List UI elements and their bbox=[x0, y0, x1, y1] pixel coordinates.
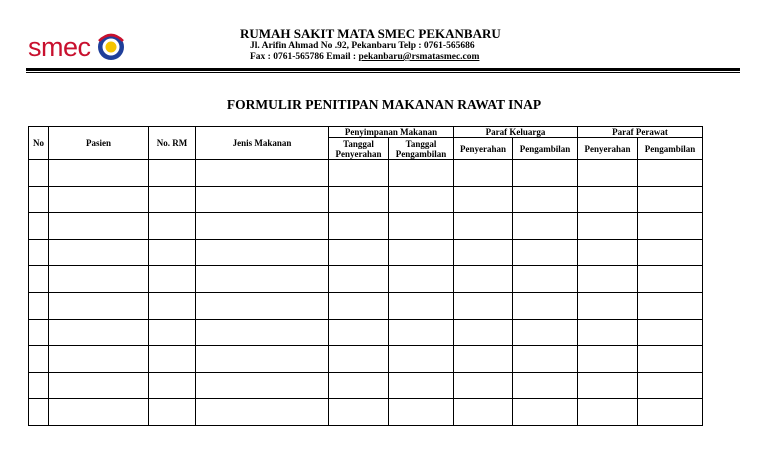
table-cell[interactable] bbox=[454, 239, 513, 266]
col-header-no: No bbox=[29, 127, 49, 160]
table-row bbox=[29, 292, 703, 319]
table-cell[interactable] bbox=[49, 399, 149, 426]
table-cell[interactable] bbox=[196, 292, 329, 319]
table-cell[interactable] bbox=[29, 239, 49, 266]
table-cell[interactable] bbox=[389, 266, 454, 293]
table-cell[interactable] bbox=[196, 186, 329, 213]
table-cell[interactable] bbox=[638, 372, 703, 399]
table-cell[interactable] bbox=[329, 292, 389, 319]
table-cell[interactable] bbox=[578, 160, 638, 187]
header-rule-thick bbox=[26, 68, 740, 71]
table-cell[interactable] bbox=[196, 399, 329, 426]
table-row bbox=[29, 160, 703, 187]
table-cell[interactable] bbox=[454, 399, 513, 426]
fax-label: Fax : 0761-565786 Email : bbox=[250, 52, 359, 62]
table-cell[interactable] bbox=[454, 346, 513, 373]
table-cell[interactable] bbox=[329, 239, 389, 266]
table-cell[interactable] bbox=[329, 372, 389, 399]
group-header-penyimpanan: Penyimpanan Makanan bbox=[329, 127, 454, 138]
table-body bbox=[29, 160, 703, 426]
table-cell[interactable] bbox=[149, 319, 196, 346]
table-cell[interactable] bbox=[329, 160, 389, 187]
table-cell[interactable] bbox=[49, 266, 149, 293]
eye-logo-icon bbox=[96, 32, 126, 62]
table-cell[interactable] bbox=[329, 186, 389, 213]
table-cell[interactable] bbox=[29, 266, 49, 293]
table-cell[interactable] bbox=[29, 372, 49, 399]
table-cell[interactable] bbox=[454, 186, 513, 213]
table-cell[interactable] bbox=[149, 239, 196, 266]
sub-header-perawat-pengambilan: Pengambilan bbox=[638, 138, 703, 160]
table-cell[interactable] bbox=[149, 266, 196, 293]
table-cell[interactable] bbox=[578, 399, 638, 426]
table-cell[interactable] bbox=[196, 266, 329, 293]
table-cell[interactable] bbox=[329, 319, 389, 346]
table-cell[interactable] bbox=[29, 160, 49, 187]
table-cell[interactable] bbox=[49, 346, 149, 373]
hospital-name: RUMAH SAKIT MATA SMEC PEKANBARU bbox=[240, 26, 501, 41]
table-cell[interactable] bbox=[513, 213, 578, 240]
table-cell[interactable] bbox=[149, 399, 196, 426]
table-cell[interactable] bbox=[454, 266, 513, 293]
table-cell[interactable] bbox=[389, 160, 454, 187]
table-cell[interactable] bbox=[454, 160, 513, 187]
table-cell[interactable] bbox=[638, 239, 703, 266]
table-cell[interactable] bbox=[389, 186, 454, 213]
table-cell[interactable] bbox=[329, 213, 389, 240]
table-cell[interactable] bbox=[578, 292, 638, 319]
table-cell[interactable] bbox=[578, 266, 638, 293]
table-cell[interactable] bbox=[49, 292, 149, 319]
table-cell[interactable] bbox=[389, 292, 454, 319]
table-cell[interactable] bbox=[329, 266, 389, 293]
group-header-paraf-perawat: Paraf Perawat bbox=[578, 127, 703, 138]
food-deposit-table bbox=[28, 126, 703, 426]
table-cell[interactable] bbox=[513, 346, 578, 373]
table-cell[interactable] bbox=[149, 292, 196, 319]
table-cell[interactable] bbox=[49, 160, 149, 187]
table-cell[interactable] bbox=[149, 213, 196, 240]
table-cell[interactable] bbox=[513, 319, 578, 346]
table-cell[interactable] bbox=[29, 399, 49, 426]
table-row bbox=[29, 266, 703, 293]
table-cell[interactable] bbox=[638, 186, 703, 213]
table-cell[interactable] bbox=[389, 346, 454, 373]
col-header-jenis-makanan: Jenis Makanan bbox=[196, 127, 329, 160]
col-header-pasien: Pasien bbox=[49, 127, 149, 160]
table-cell[interactable] bbox=[513, 266, 578, 293]
table-cell[interactable] bbox=[29, 213, 49, 240]
table-cell[interactable] bbox=[513, 372, 578, 399]
table-row bbox=[29, 399, 703, 426]
table-row bbox=[29, 372, 703, 399]
table-cell[interactable] bbox=[49, 239, 149, 266]
table-cell[interactable] bbox=[454, 319, 513, 346]
table-cell[interactable] bbox=[578, 346, 638, 373]
table-row bbox=[29, 319, 703, 346]
letterhead bbox=[240, 26, 570, 63]
table-cell[interactable] bbox=[29, 319, 49, 346]
table-cell[interactable] bbox=[29, 186, 49, 213]
table-cell[interactable] bbox=[638, 346, 703, 373]
form-title: FORMULIR PENITIPAN MAKANAN RAWAT INAP bbox=[226, 97, 542, 112]
table-cell[interactable] bbox=[329, 346, 389, 373]
header-rule-thin bbox=[26, 72, 740, 73]
table-cell[interactable] bbox=[29, 346, 49, 373]
table-cell[interactable] bbox=[454, 213, 513, 240]
table-cell[interactable] bbox=[196, 160, 329, 187]
table-cell[interactable] bbox=[578, 186, 638, 213]
table-cell[interactable] bbox=[578, 372, 638, 399]
sub-header-tanggal-pengambilan: Tanggal Pengambilan bbox=[389, 138, 454, 160]
table-cell[interactable] bbox=[513, 399, 578, 426]
table-cell[interactable] bbox=[196, 346, 329, 373]
table-cell[interactable] bbox=[149, 186, 196, 213]
table-cell[interactable] bbox=[49, 213, 149, 240]
table-row bbox=[29, 186, 703, 213]
hospital-logo bbox=[28, 26, 138, 66]
table-cell[interactable] bbox=[638, 160, 703, 187]
sub-header-tanggal-penyerahan: Tanggal Penyerahan bbox=[329, 138, 389, 160]
table-cell[interactable] bbox=[49, 319, 149, 346]
logo-wordmark: smec bbox=[28, 32, 91, 62]
table-cell[interactable] bbox=[638, 292, 703, 319]
table-cell[interactable] bbox=[578, 319, 638, 346]
table-cell[interactable] bbox=[149, 372, 196, 399]
table-cell[interactable] bbox=[29, 292, 49, 319]
col-header-no-rm: No. RM bbox=[149, 127, 196, 160]
table-cell[interactable] bbox=[513, 186, 578, 213]
table-cell[interactable] bbox=[578, 213, 638, 240]
table-cell[interactable] bbox=[638, 213, 703, 240]
table-cell[interactable] bbox=[389, 213, 454, 240]
table-row bbox=[29, 346, 703, 373]
table-cell[interactable] bbox=[638, 319, 703, 346]
address-line: Jl. Arifin Ahmad No .92, Pekanbaru Telp : 0761-565686 bbox=[250, 41, 475, 51]
sub-header-keluarga-penyerahan: Penyerahan bbox=[454, 138, 513, 160]
table-cell[interactable] bbox=[513, 239, 578, 266]
table-cell[interactable] bbox=[329, 399, 389, 426]
table-cell[interactable] bbox=[513, 160, 578, 187]
table-cell[interactable] bbox=[454, 372, 513, 399]
table-cell[interactable] bbox=[389, 372, 454, 399]
table-cell[interactable] bbox=[389, 399, 454, 426]
table-cell[interactable] bbox=[49, 372, 149, 399]
table-cell[interactable] bbox=[389, 239, 454, 266]
sub-header-keluarga-pengambilan: Pengambilan bbox=[513, 138, 578, 160]
table-row bbox=[29, 213, 703, 240]
table-cell[interactable] bbox=[454, 292, 513, 319]
table-cell[interactable] bbox=[578, 239, 638, 266]
table-cell[interactable] bbox=[196, 213, 329, 240]
table-cell[interactable] bbox=[149, 346, 196, 373]
table-cell[interactable] bbox=[149, 160, 196, 187]
table-cell[interactable] bbox=[196, 239, 329, 266]
group-header-paraf-keluarga: Paraf Keluarga bbox=[454, 127, 578, 138]
sub-header-perawat-penyerahan: Penyerahan bbox=[578, 138, 638, 160]
table-cell[interactable] bbox=[389, 319, 454, 346]
table-cell[interactable] bbox=[513, 292, 578, 319]
contact-line bbox=[250, 52, 570, 63]
table-cell[interactable] bbox=[638, 399, 703, 426]
email-link[interactable]: pekanbaru@rsmatasmec.com bbox=[358, 52, 480, 62]
table-row bbox=[29, 239, 703, 266]
table-cell[interactable] bbox=[196, 319, 329, 346]
table-cell[interactable] bbox=[49, 186, 149, 213]
table-cell[interactable] bbox=[638, 266, 703, 293]
table-cell[interactable] bbox=[196, 372, 329, 399]
